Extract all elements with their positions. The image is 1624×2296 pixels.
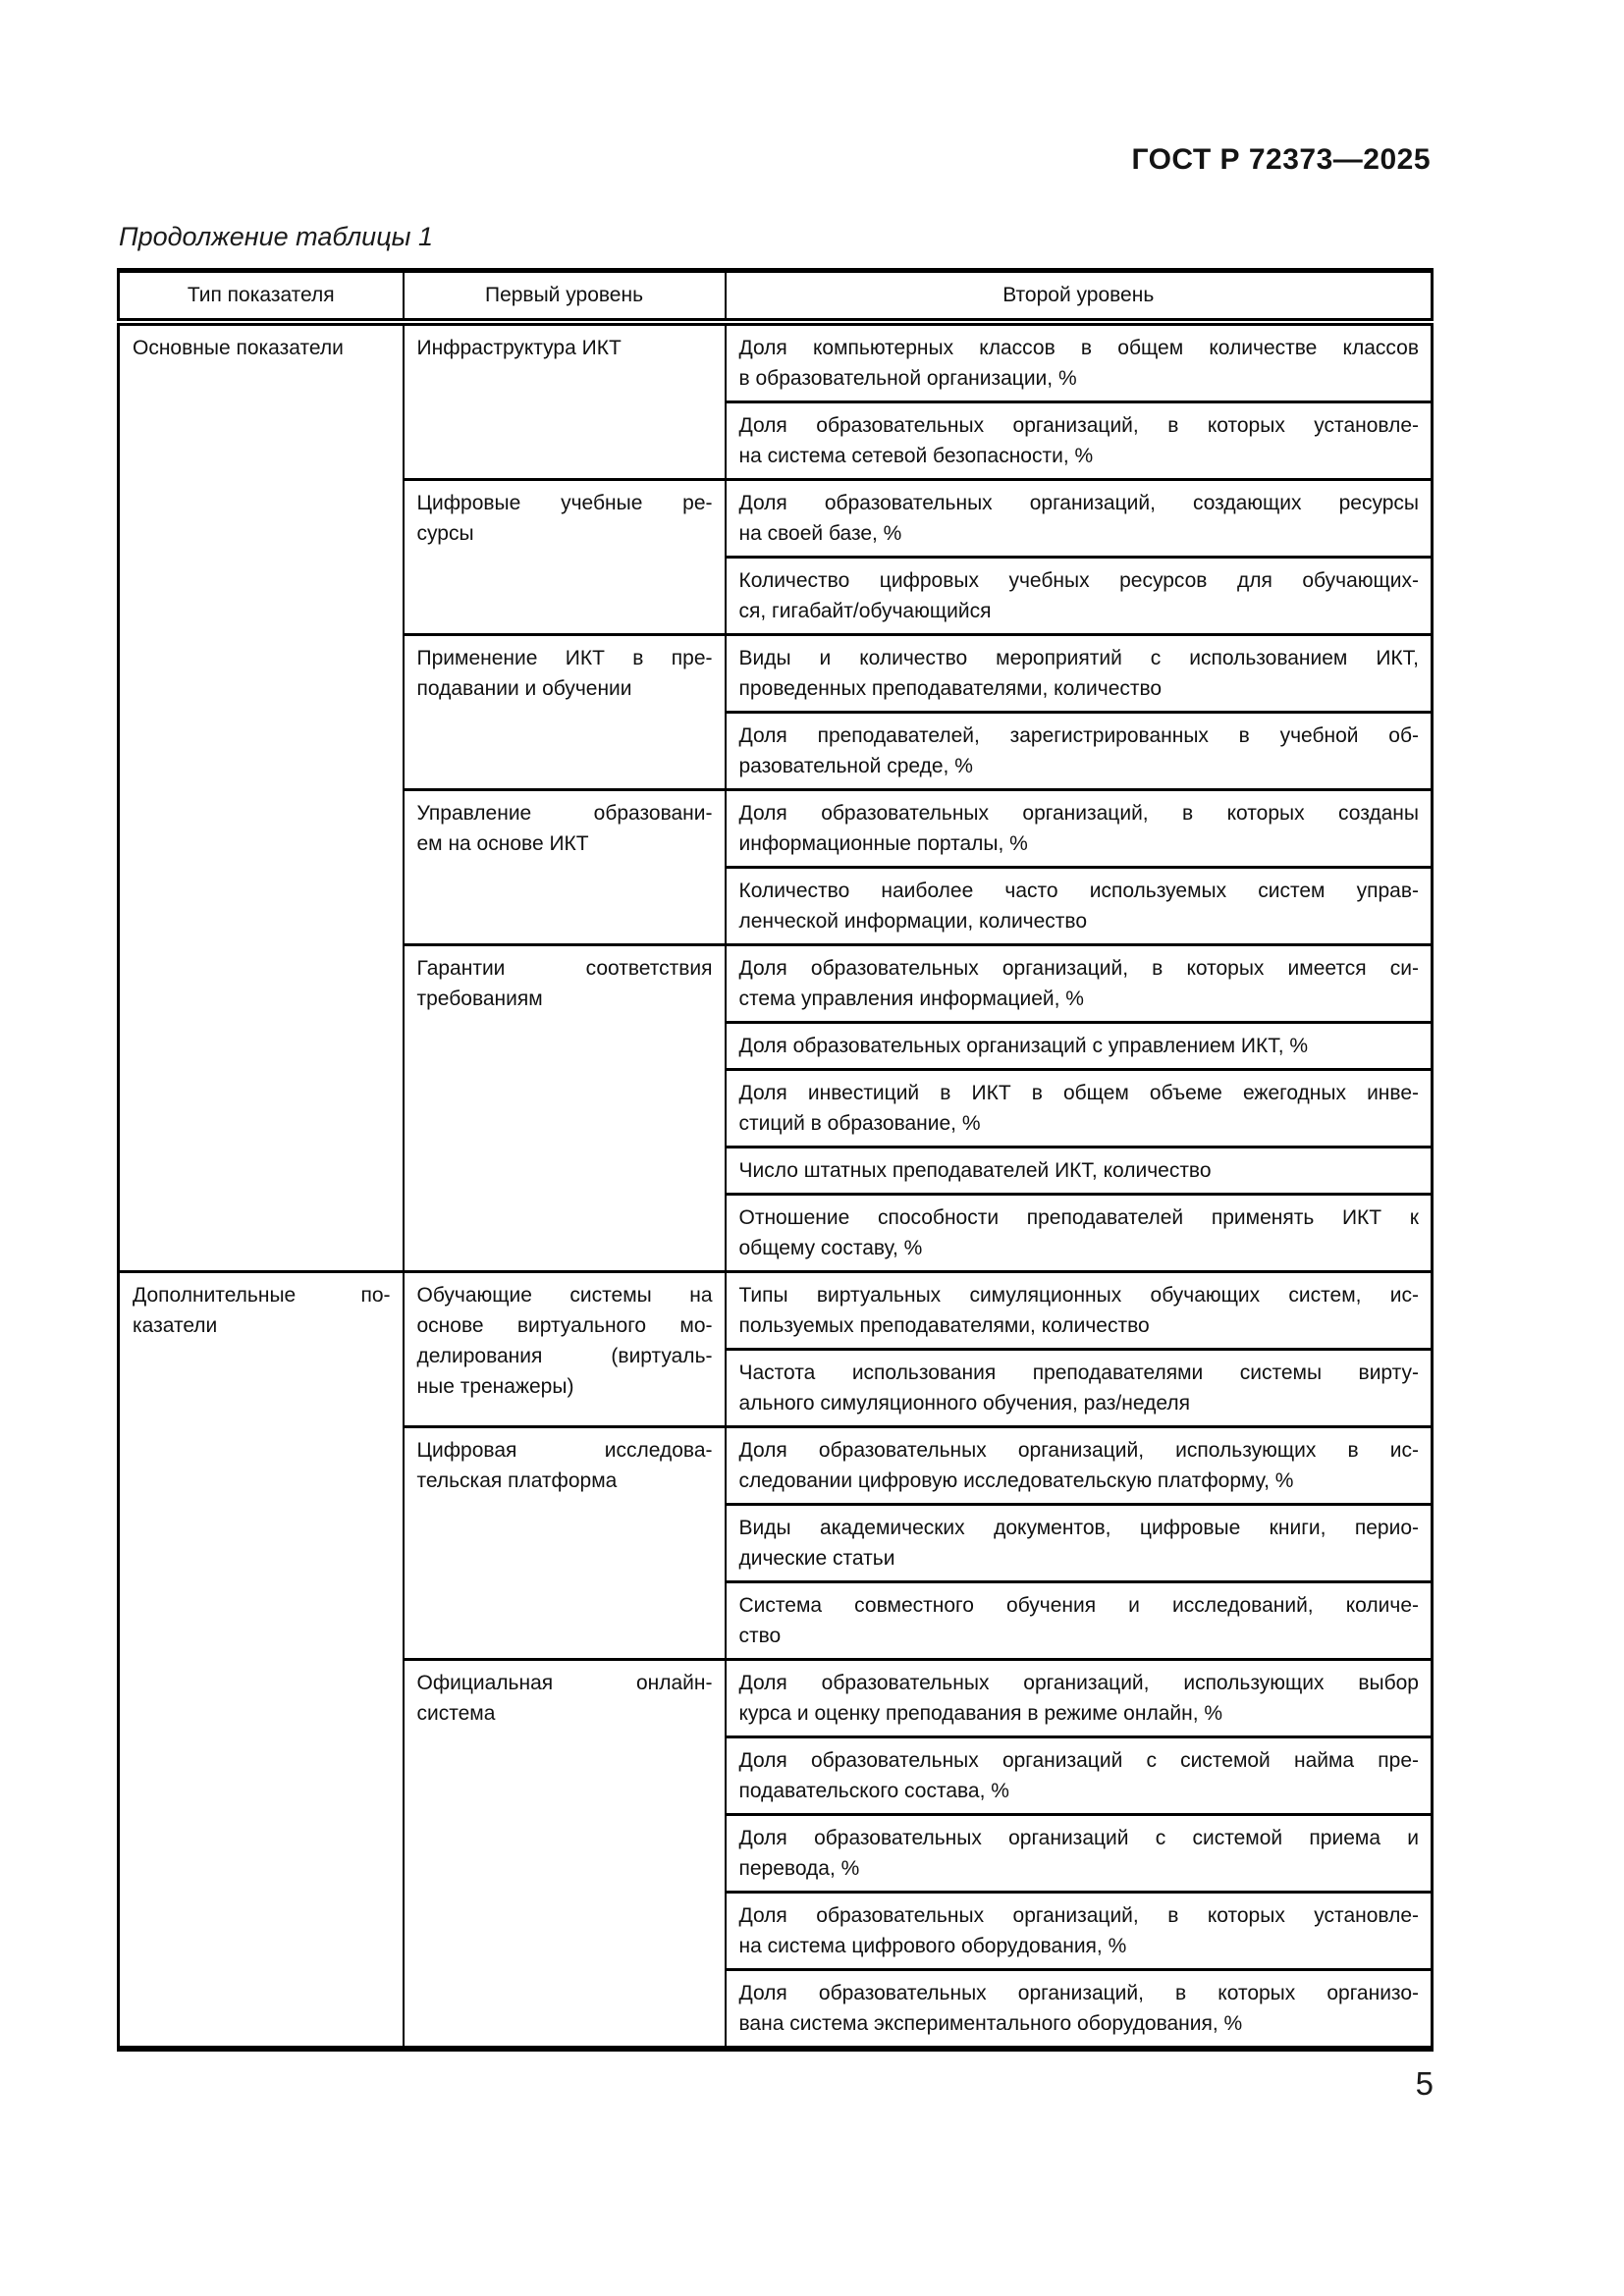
cell-line: Доля образовательных организаций, использующих в ис- xyxy=(738,1439,1419,1462)
cell-line: информационные порталы, % xyxy=(738,832,1028,855)
cell-line: Количество цифровых учебных ресурсов для обучающих- xyxy=(738,569,1419,592)
cell-line: Цифровая исследова- xyxy=(416,1439,713,1462)
cell-line: стиций в образование, % xyxy=(738,1112,981,1135)
second-level-cell xyxy=(726,1148,1433,1195)
cell-line: Доля преподавателей, зарегистрированных в учебной об- xyxy=(738,724,1419,747)
second-level-cell xyxy=(726,1737,1433,1815)
cell-line: Виды и количество мероприятий с использованием ИКТ, xyxy=(738,647,1419,669)
first-level-cell xyxy=(404,790,726,945)
type-cell xyxy=(119,1272,404,2050)
cell-line: Доля образовательных организаций, в которых созданы xyxy=(738,802,1419,825)
cell-line: подавательского состава, % xyxy=(738,1780,1009,1802)
cell-line: Доля образовательных организаций с системой найма пре- xyxy=(738,1749,1419,1772)
table-row xyxy=(119,322,1433,402)
cell-line: следовании цифровую исследовательскую платформу, % xyxy=(738,1469,1294,1492)
second-level-cell xyxy=(726,1195,1433,1272)
col-header-first-level: Первый уровень xyxy=(404,271,726,323)
cell-line: ленческой информации, количество xyxy=(738,910,1088,933)
cell-line: на система цифрового оборудования, % xyxy=(738,1935,1127,1957)
cell-line: делирования (виртуаль- xyxy=(416,1345,713,1367)
indicators-table xyxy=(117,268,1434,2052)
cell-line: Доля образовательных организаций с управлением ИКТ, % xyxy=(738,1035,1309,1057)
first-level-cell xyxy=(404,480,726,635)
cell-line: Доля компьютерных классов в общем количестве классов xyxy=(738,337,1419,359)
cell-line: в образовательной организации, % xyxy=(738,367,1077,390)
cell-line: Дополнительные по- xyxy=(133,1284,391,1307)
table-row xyxy=(119,1272,1433,1350)
cell-line: Доля образовательных организаций, создающих ресурсы xyxy=(738,492,1419,514)
cell-line: Доля инвестиций в ИКТ в общем объеме ежегодных инве- xyxy=(738,1082,1419,1104)
cell-line: Типы виртуальных симуляционных обучающих систем, ис- xyxy=(738,1284,1419,1307)
cell-line: Количество наиболее часто используемых систем управ- xyxy=(738,880,1419,902)
second-level-cell xyxy=(726,1427,1433,1505)
cell-line: основе виртуального мо- xyxy=(416,1314,713,1337)
first-level-cell xyxy=(404,1660,726,2050)
cell-line: Доля образовательных организаций, использующих выбор xyxy=(738,1672,1419,1694)
second-level-cell xyxy=(726,558,1433,635)
cell-line: перевода, % xyxy=(738,1857,860,1880)
cell-line: Виды академических документов, цифровые книги, перио- xyxy=(738,1517,1419,1539)
first-level-cell xyxy=(404,945,726,1272)
second-level-cell xyxy=(726,1582,1433,1660)
cell-line: Инфраструктура ИКТ xyxy=(416,337,622,359)
cell-line: ального симуляционного обучения, раз/неделя xyxy=(738,1392,1190,1415)
cell-line: Официальная онлайн- xyxy=(416,1672,713,1694)
cell-line: Обучающие системы на xyxy=(416,1284,713,1307)
type-cell xyxy=(119,322,404,1272)
cell-line: Частота использования преподавателями системы вирту- xyxy=(738,1362,1419,1384)
cell-line: Доля образовательных организаций, в которых организо- xyxy=(738,1982,1419,2004)
table-head xyxy=(119,271,1433,323)
second-level-cell xyxy=(726,1815,1433,1893)
cell-line: Управление образовани- xyxy=(416,802,713,825)
first-level-cell xyxy=(404,322,726,480)
doc-code: ГОСТ Р 72373—2025 xyxy=(1131,143,1431,176)
cell-line: тельская платформа xyxy=(416,1469,618,1492)
cell-line: ные тренажеры) xyxy=(416,1375,574,1398)
cell-line: на своей базе, % xyxy=(738,522,902,545)
cell-line: казатели xyxy=(133,1314,218,1337)
cell-line: ство xyxy=(738,1625,782,1647)
cell-line: проведенных преподавателями, количество xyxy=(738,677,1163,700)
second-level-cell xyxy=(726,1660,1433,1737)
cell-line: пользуемых преподавателями, количество xyxy=(738,1314,1150,1337)
second-level-cell xyxy=(726,1023,1433,1070)
cell-line: система xyxy=(416,1702,496,1725)
cell-line: Цифровые учебные ре- xyxy=(416,492,713,514)
page-number: 5 xyxy=(1415,2065,1434,2102)
cell-line: Применение ИКТ в пре- xyxy=(416,647,713,669)
first-level-cell xyxy=(404,1272,726,1427)
first-level-cell xyxy=(404,1427,726,1660)
second-level-cell xyxy=(726,1350,1433,1427)
second-level-cell xyxy=(726,1893,1433,1970)
cell-line: подавании и обучении xyxy=(416,677,632,700)
second-level-cell xyxy=(726,713,1433,790)
col-header-second-level: Второй уровень xyxy=(726,271,1433,323)
cell-line: Доля образовательных организаций, в которых установле- xyxy=(738,414,1419,437)
cell-line: Доля образовательных организаций с системой приема и xyxy=(738,1827,1419,1849)
cell-line: Доля образовательных организаций, в которых имеется си- xyxy=(738,957,1419,980)
second-level-cell xyxy=(726,1505,1433,1582)
cell-line: дические статьи xyxy=(738,1547,895,1570)
cell-line: требованиям xyxy=(416,988,543,1010)
cell-line: сурсы xyxy=(416,522,474,545)
cell-line: Система совместного обучения и исследований, количе- xyxy=(738,1594,1419,1617)
cell-line: общему составу, % xyxy=(738,1237,923,1259)
second-level-cell xyxy=(726,1272,1433,1350)
col-header-type: Тип показателя xyxy=(119,271,404,323)
cell-line: разовательной среде, % xyxy=(738,755,973,777)
second-level-cell xyxy=(726,635,1433,713)
cell-line: вана система экспериментального оборудования, % xyxy=(738,2012,1243,2035)
cell-line: Отношение способности преподавателей применять ИКТ к xyxy=(738,1206,1419,1229)
cell-line: Основные показатели xyxy=(133,337,344,359)
cell-line: ем на основе ИКТ xyxy=(416,832,589,855)
cell-line: на система сетевой безопасности, % xyxy=(738,445,1094,467)
second-level-cell xyxy=(726,790,1433,868)
cell-line: ся, гигабайт/обучающийся xyxy=(738,600,992,622)
cell-line: курса и оценку преподавания в режиме онлайн, % xyxy=(738,1702,1223,1725)
header-row xyxy=(119,271,1433,323)
first-level-cell xyxy=(404,635,726,790)
cell-line: стема управления информацией, % xyxy=(738,988,1084,1010)
cell-line: Гарантии соответствия xyxy=(416,957,713,980)
cell-line: Доля образовательных организаций, в которых установле- xyxy=(738,1904,1419,1927)
second-level-cell xyxy=(726,402,1433,480)
second-level-cell xyxy=(726,480,1433,558)
cell-line: Число штатных преподавателей ИКТ, количество xyxy=(738,1159,1212,1182)
second-level-cell xyxy=(726,1970,1433,2050)
table-body xyxy=(119,322,1433,2049)
second-level-cell xyxy=(726,945,1433,1023)
table-caption: Продолжение таблицы 1 xyxy=(119,222,434,251)
second-level-cell xyxy=(726,322,1433,402)
second-level-cell xyxy=(726,1070,1433,1148)
second-level-cell xyxy=(726,868,1433,945)
